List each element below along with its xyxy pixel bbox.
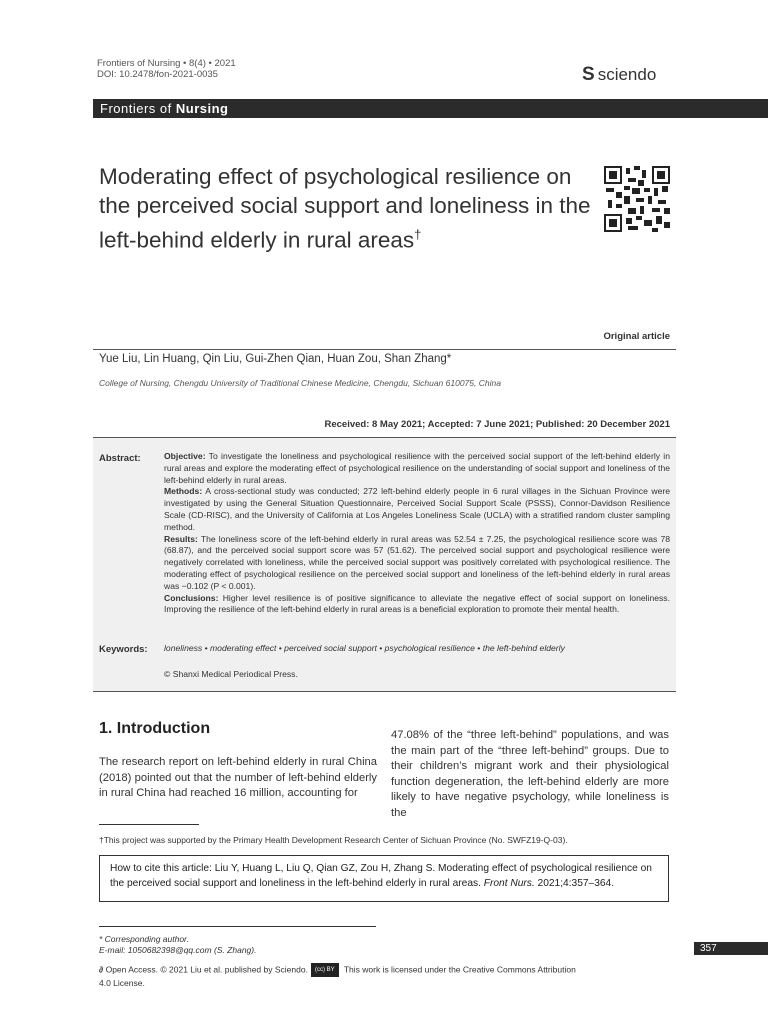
qr-code-icon[interactable]: [604, 166, 670, 232]
open-access-icon: ∂: [99, 964, 104, 975]
keywords-list: loneliness • moderating effect • perceived social support • psychological resilience • the left-behind elderly: [164, 643, 565, 653]
banner-bold: Nursing: [175, 101, 229, 116]
copyright-notice: © Shanxi Medical Periodical Press.: [164, 669, 298, 679]
citation-lead: How to cite this article: Liu Y, Huang L, Liu Q, Qian GZ, Zou H, Zhang S. Moderating effect of psychological resilience on the perceived social support and loneliness in the left-behind elderly in rural areas.: [110, 863, 652, 889]
open-access-lead: Open Access. © 2021 Liu et al. published by Sciendo.: [105, 964, 308, 975]
brand-name: sciendo: [597, 65, 657, 84]
title-text: Moderating effect of psychological resilience on the perceived social support and loneliness in the left-behind elderly in rural areas: [99, 164, 591, 253]
abstract-label: Abstract:: [99, 453, 141, 464]
journal-meta: [97, 58, 236, 80]
corresponding-email[interactable]: E-mail: 1050682398@qq.com (S. Zhang).: [99, 945, 257, 955]
objective-text: To investigate the loneliness and psychological resilience with the perceived social support of the left-behind elderly in rural areas and explore the moderating effect of psychological resilience on the understanding of social support and loneliness of the left-behind elderly in rural areas.: [164, 451, 670, 485]
methods-label: Methods:: [164, 486, 203, 497]
journal-doi[interactable]: DOI: 10.2478/fon-2021-0035: [97, 69, 218, 80]
funding-footnote: †This project was supported by the Primary Health Development Research Center of Sichuan Province (No. SWFZ19-Q-03).: [99, 835, 568, 845]
license-text: This work is licensed under the Creative Commons Attribution 4.0 License.: [99, 964, 576, 988]
sciendo-logo[interactable]: [582, 64, 656, 86]
corresponding-label: * Corresponding author.: [99, 934, 189, 944]
footnote-divider: [99, 926, 376, 927]
sciendo-logo-icon: S: [582, 64, 595, 85]
citation-journal: Front Nurs.: [483, 878, 535, 889]
article-type: Original article: [603, 331, 670, 342]
corresponding-author: [99, 934, 256, 956]
results-label: Results:: [164, 533, 198, 544]
page-number: 357: [694, 942, 768, 955]
journal-issue: Frontiers of Nursing • 8(4) • 2021: [97, 58, 236, 69]
citation-box: [99, 855, 669, 902]
journal-banner: [93, 99, 768, 118]
intro-right-column: 47.08% of the “three left-behind” populations, and was the main part of the “three left-behind” groups. Due to their children’s migrant work and their physiological function degeneration, the left-behind elderly are more likely to have negative psychology, while loneliness is the: [391, 729, 669, 819]
affiliation: College of Nursing, Chengdu University of Traditional Chinese Medicine, Chengdu, Sichuan 610075, China: [99, 378, 501, 388]
conclusions-label: Conclusions:: [164, 592, 219, 603]
divider: [93, 349, 676, 350]
citation-tail: 2021;4:357–364.: [534, 878, 615, 889]
title-mark: †: [414, 227, 422, 242]
section-title: 1. Introduction: [99, 720, 211, 737]
banner-prefix: Frontiers of: [100, 101, 176, 116]
cc-by-badge[interactable]: (cc) BY: [311, 963, 339, 977]
conclusions-text: Higher level resilience is of positive significance to alleviate the negative effect of social support on loneliness. Improving the resilience of the left-behind elderly in rural areas is a beneficial exploration to promote their mental health.: [164, 592, 670, 615]
open-access-notice: [99, 963, 579, 989]
publication-dates: Received: 8 May 2021; Accepted: 7 June 2021; Published: 20 December 2021: [324, 419, 670, 430]
article-title: [99, 162, 599, 255]
methods-text: A cross-sectional study was conducted; 272 left-behind elderly people in 6 rural villages in the Sichuan Province were investigated by using the General Situation Questionnaire, Perceived Social Support Scale (PSSS), Connor-Davidson Resilience Scale (CD-RISC), and the University of California at Los Angeles Loneliness Scale (UCLA) with a stratified random cluster sampling method.: [164, 486, 670, 532]
intro-left-column: The research report on left-behind elderly in rural China (2018) pointed out that the number of left-behind elderly in rural China had reached 16 million, accounting for: [99, 756, 377, 799]
results-text: The loneliness score of the left-behind elderly in rural areas was 52.54 ± 7.25, the psychological resilience score was 78 (68.87), and the perceived social support score was 57 (51.62). The perceived social support and psychological resilience were negatively correlated with loneliness, while the perceived social support was positively correlated with psychological resilience. The moderating effect of psychological resilience on the perceived social support and loneliness of the left-behind elderly in rural areas was −0.102 (P < 0.001).: [164, 533, 670, 591]
keywords-label: Keywords:: [99, 644, 148, 655]
footnote-divider: [99, 824, 199, 825]
objective-label: Objective:: [164, 451, 206, 461]
authors: Yue Liu, Lin Huang, Qin Liu, Gui-Zhen Qian, Huan Zou, Shan Zhang*: [99, 353, 452, 365]
divider: [93, 691, 676, 692]
abstract-body: [164, 451, 670, 616]
